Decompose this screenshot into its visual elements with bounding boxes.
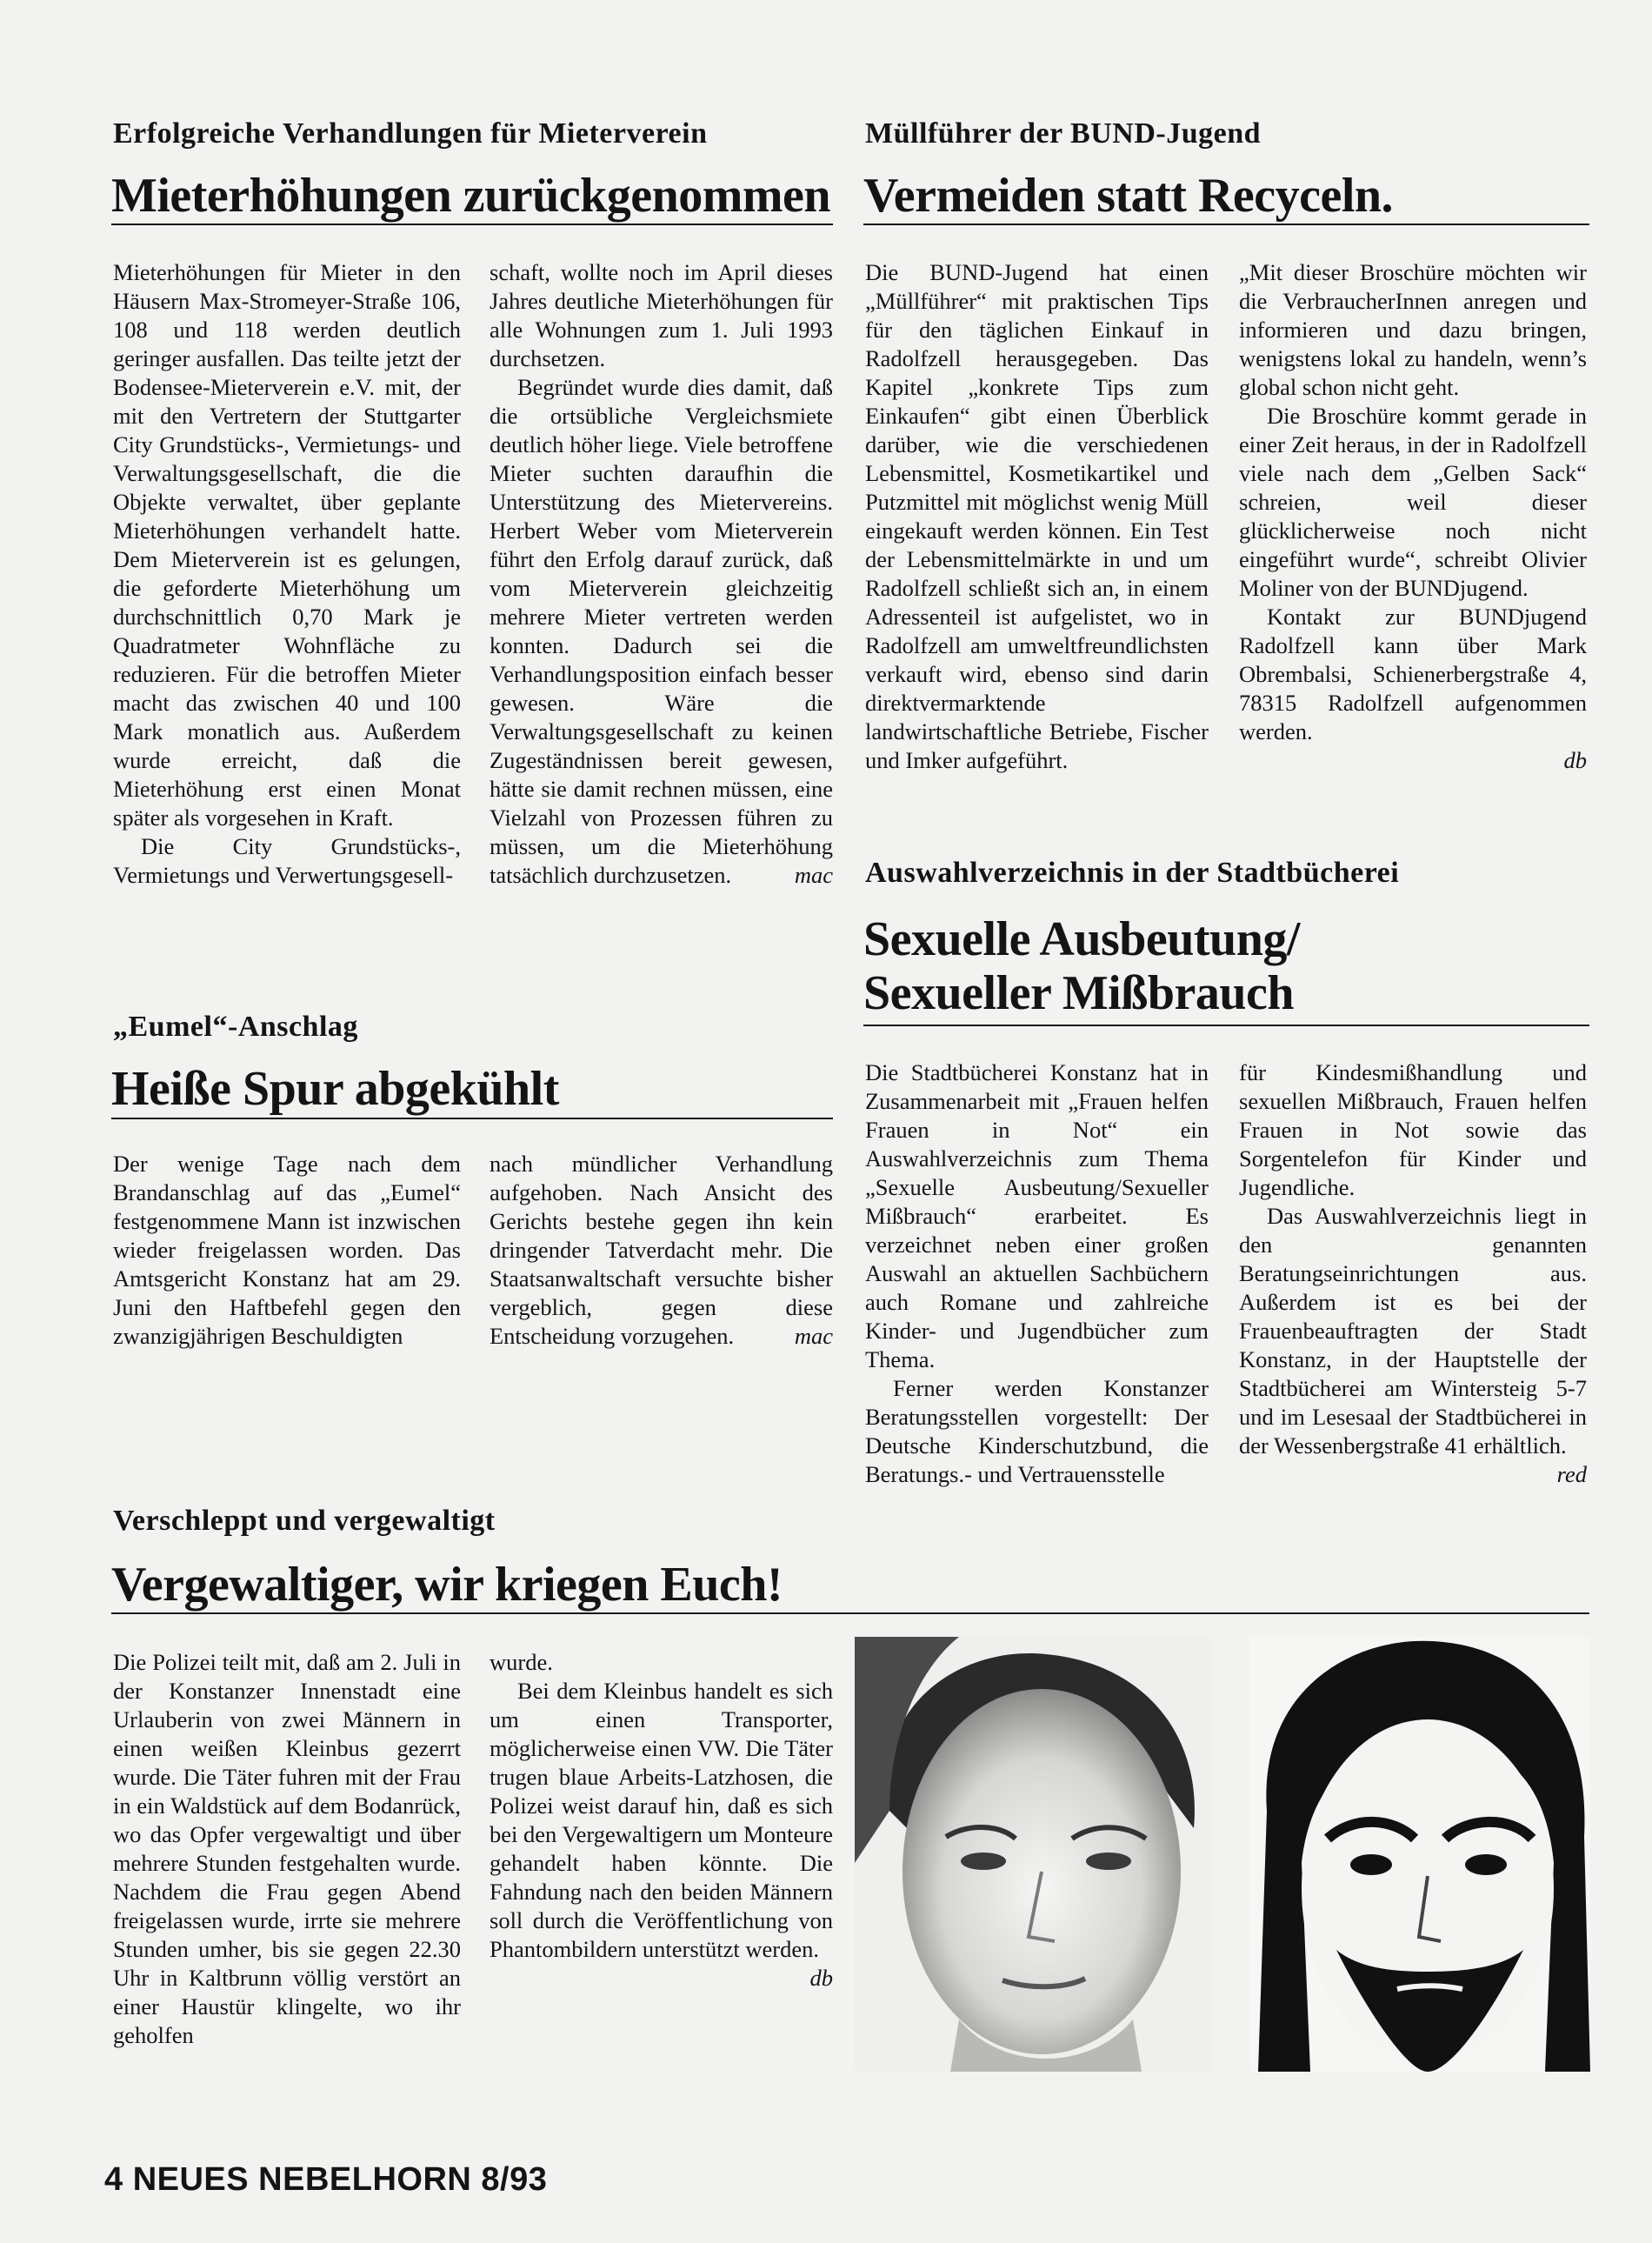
article2-col2-paragraph: „Mit dieser Broschüre möchten wir die VerbraucherInnen anregen und informieren und dazu bringen, wenigstens lokal zu handeln, wenn’s global schon nicht geht. [1239,259,1587,400]
article2-column-1 [865,258,1209,775]
article5-rule [111,1612,1589,1614]
article3-kicker: „Eumel“-Anschlag [113,1011,358,1043]
article2-rule [863,224,1589,225]
article3-column-1 [113,1150,461,1351]
article5-col1-paragraph: Die Polizei teilt mit, daß am 2. Juli in der Konstanzer Innenstadt eine Urlauberin von zwei Männern in einen weißen Kleinbus gezerrt wurde. Die Täter fuhren mit der Frau in ein Waldstück auf dem Bodanrück, wo das Opfer vergewaltigt und über mehrere Stunden festgehalten wurde. Nachdem die Frau gegen Abend freigelassen wurde, irrte sie mehrere Stunden umher, bis sie gegen 22.30 Uhr in Kaltbrunn völlig verstört an einer Haustür klingelte, wo ihr geholfen [113,1649,461,2048]
page-footer: 4 NEUES NEBELHORN 8/93 [104,2161,548,2198]
article4-headline-line2: Sexueller Mißbrauch [863,966,1295,1020]
article1-col1-paragraph: Die City Grundstücks-, Vermietungs und Verwertungsgesell- [113,833,461,888]
article5-col2-paragraph: Bei dem Kleinbus handelt es sich um einen Transporter, möglicherweise einen VW. Die Täter trugen blaue Arbeits-Latzhosen, die Polizei weist darauf hin, daß es sich bei den Vergewaltigern um Monteure gehandelt haben könnte. Die Fahndung nach den beiden Männern soll durch die Veröffentlichung von Phantombildern unterstützt werden. db [490,1678,833,1991]
article2-signature: db [1563,747,1587,773]
phantom-photo-left [855,1637,1211,2072]
article3-col1-paragraph: Der wenige Tage nach dem Brandanschlag auf das „Eumel“ festgenommene Mann ist inzwischen wieder freigelassen worden. Das Amtsgericht Konstanz hat am 29. Juni den Haftbefehl gegen den zwanzigjährigen Beschuldigten [113,1151,461,1349]
article4-column-1 [865,1058,1209,1489]
article4-col2-paragraph: Das Auswahlverzeichnis liegt in den genannten Beratungseinrichtungen aus. Außerdem ist es bei der Frauenbeauftragten der Stadt Konstanz, in der Hauptstelle der Stadtbücherei am Wintersteig 5-7 und im Lesesaal der Stadtbücherei in der Wessenbergstraße 41 erhältlich. red [1239,1203,1587,1487]
article4-col2-paragraph: für Kindesmißhandlung und sexuellen Mißbrauch, Frauen helfen Frauen in Not sowie das Sorgentelefon für Kinder und Jugendliche. [1239,1059,1587,1200]
article2-col2-paragraph: Kontakt zur BUNDjugend Radolfzell kann über Mark Obrembalsi, Schienerbergstraße 4, 78315 Radolfzell aufgenommen werden. [1239,604,1587,744]
article5-signature: db [809,1965,833,1991]
article5-headline: Vergewaltiger, wir kriegen Euch! [111,1558,783,1612]
article2-col1-paragraph: Die BUND-Jugend hat einen „Müllführer“ mit praktischen Tips für den täglichen Einkauf in Radolfzell herausgegeben. Das Kapitel „konkrete Tips zum Einkaufen“ gibt einen Überblick darüber, wie die verschiedenen Lebensmittel, Kosmetikartikel und Putzmittel mit möglichst wenig Müll eingekauft werden können. Ein Test der Lebensmittelmärkte in und um Radolfzell schließt sich an, in einem Adressenteil ist aufgelistet, wo in Radolfzell am umweltfreundlichsten verkauft wird, ebenso sind darin direktvermarktende landwirtschaftliche Betriebe, Fischer und Imker aufgeführt. [865,259,1209,773]
article2-kicker: Müllführer der BUND-Jugend [865,117,1262,150]
article1-column-2 [490,258,833,890]
article1-column-1 [113,258,461,890]
article4-column-2 [1239,1058,1587,1489]
article1-rule [111,224,833,225]
article5-column-1 [113,1648,461,2050]
article4-kicker: Auswahlverzeichnis in der Stadtbücherei [865,857,1400,889]
phantom-face-left-graphic [855,1637,1211,2072]
article3-rule [111,1118,833,1119]
article5-col2-paragraph: wurde. [490,1649,553,1675]
article3-signature: mac [794,1323,833,1349]
article1-kicker: Erfolgreiche Verhandlungen für Mieterverein [113,117,708,150]
article1-signature: mac [794,862,833,888]
article1-headline: Mieterhöhungen zurückgenommen [111,169,831,223]
article2-headline: Vermeiden statt Recyceln. [863,169,1394,223]
article4-signature: red [1556,1461,1587,1487]
article2-col2-paragraph: Die Broschüre kommt gerade in einer Zeit heraus, in der in Radolfzell viele nach dem „Gelben Sack“ schreien, weil dieser glücklicherweise noch nicht eingeführt wurde“, schreibt Olivier Moliner von der BUNDjugend. [1239,403,1587,601]
article1-col2-paragraph: Begründet wurde dies damit, daß die ortsübliche Vergleichsmiete deutlich höher liege. Viele betroffene Mieter suchten daraufhin die Unterstützung des Mietervereins. Herbert Weber vom Mieterverein führt den Erfolg darauf zurück, daß vom Mieterverein gleichzeitig mehrere Mieter vertreten werden konnten. Dadurch sei die Verhandlungsposition einfach besser gewesen. Wäre die Verwaltungsgesellschaft zu keinen Zugeständnissen bereit gewesen, hätte sie damit rechnen müssen, eine Vielzahl von Prozessen führen zu müssen, um die Mieterhöhung tatsächlich durchzusetzen. mac [490,374,833,888]
phantom-face-right-graphic [1249,1637,1590,2072]
article4-col1-paragraph: Die Stadtbücherei Konstanz hat in Zusammenarbeit mit „Frauen helfen Frauen in Not“ ein Auswahlverzeichnis zum Thema „Sexuelle Ausbeutung/Sexueller Mißbrauch“ erarbeitet. Es verzeichnet neben einer großen Auswahl an aktuellen Sachbüchern auch Romane und zahlreiche Kinder- und Jugendbücher zum Thema. [865,1059,1209,1372]
article2-column-2 [1239,258,1587,775]
article3-headline: Heiße Spur abgekühlt [111,1062,559,1116]
article5-column-2 [490,1648,833,1993]
phantom-photo-right [1249,1637,1590,2072]
article4-rule [863,1025,1589,1026]
article4-headline-line1: Sexuelle Ausbeutung/ [863,912,1300,966]
article1-col2-paragraph: schaft, wollte noch im April dieses Jahres deutliche Mieterhöhungen für alle Wohnungen zum 1. Juli 1993 durchsetzen. [490,259,833,371]
article1-col1-paragraph: Mieterhöhungen für Mieter in den Häusern Max-Stromeyer-Straße 106, 108 und 118 werden deutlich geringer ausfallen. Das teilte jetzt der Bodensee-Mieterverein e.V. mit, der mit den Vertretern der Stuttgarter City Grundstücks-, Vermietungs- und Verwaltungsgesellschaft, die die Objekte verwaltet, über geplante Mieterhöhungen verhandelt hatte. Dem Mieterverein ist es gelungen, die geforderte Mieterhöhung um durchschnittlich 0,70 Mark je Quadratmeter Wohnfläche zu reduzieren. Für die betroffen Mieter macht das zwischen 40 und 100 Mark monatlich aus. Außerdem wurde erreicht, daß die Mieterhöhung erst einen Monat später als vorgesehen in Kraft. [113,259,461,831]
article5-kicker: Verschleppt und vergewaltigt [113,1505,496,1537]
article3-column-2 [490,1150,833,1351]
article3-col2-paragraph: nach mündlicher Verhandlung aufgehoben. Nach Ansicht des Gerichts bestehe gegen ihn kein dringender Tatverdacht mehr. Die Staatsanwaltschaft versuchte bisher vergeblich, gegen diese Entscheidung vorzugehen. mac [490,1151,833,1349]
article4-col1-paragraph: Ferner werden Konstanzer Beratungsstellen vorgestellt: Der Deutsche Kinderschutzbund, die Beratungs.- und Vertrauensstelle [865,1375,1209,1487]
